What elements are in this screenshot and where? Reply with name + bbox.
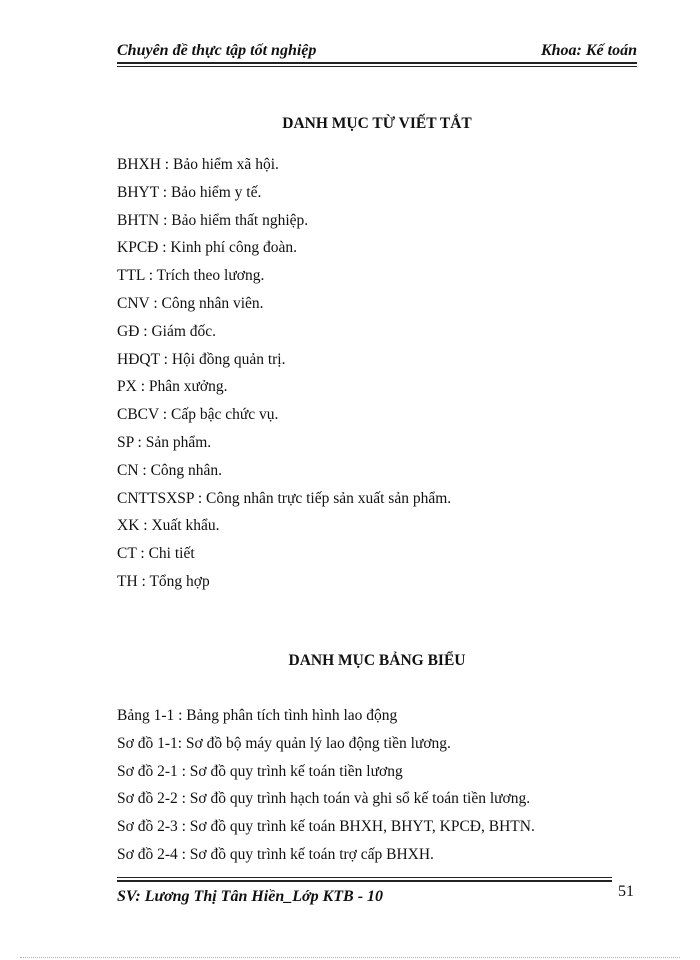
page-number: 51 xyxy=(618,883,634,900)
list-item: HĐQT : Hội đồng quản trị. xyxy=(117,350,286,368)
tables-list xyxy=(117,706,535,873)
list-item: BHXH : Bảo hiểm xã hội. xyxy=(117,156,279,173)
list-item: Sơ đồ 1-1: Sơ đồ bộ máy quản lý lao động tiền lương. xyxy=(117,734,451,752)
page-bottom-divider xyxy=(20,957,680,958)
header-rule-thin xyxy=(117,66,637,67)
page-header xyxy=(117,40,637,62)
list-item: BHTN : Bảo hiểm thất nghiệp. xyxy=(117,211,309,229)
list-item: Sơ đồ 2-1 : Sơ đồ quy trình kế toán tiền lương xyxy=(117,762,403,780)
list-item: CNTTSXSP : Công nhân trực tiếp sản xuất sản phẩm. xyxy=(117,489,452,507)
footer-student-info: SV: Lương Thị Tân Hiền_Lớp KTB - 10 xyxy=(117,888,384,905)
list-item: Bảng 1-1 : Bảng phân tích tình hình lao động xyxy=(117,707,398,724)
list-item: XK : Xuất khẩu. xyxy=(117,517,220,535)
list-item: TH : Tổng hợp xyxy=(117,572,210,590)
abbreviations-title: DANH MỤC TỪ VIẾT TẮT xyxy=(282,115,472,132)
list-item: GĐ : Giám đốc. xyxy=(117,322,217,340)
header-title: Chuyên đề thực tập tốt nghiệp xyxy=(117,42,317,59)
tables-list-title: DANH MỤC BẢNG BIỂU xyxy=(288,652,466,669)
list-item: BHYT : Bảo hiểm y tế. xyxy=(117,183,262,201)
list-item: CBCV : Cấp bậc chức vụ. xyxy=(117,406,279,424)
list-item: CN : Công nhân. xyxy=(117,461,223,479)
footer-rule-thick xyxy=(117,880,612,882)
list-item: SP : Sản phẩm. xyxy=(117,433,212,451)
list-item: KPCĐ : Kinh phí công đoàn. xyxy=(117,239,297,257)
list-item: Sơ đồ 2-3 : Sơ đồ quy trình kế toán BHXH, BHYT, KPCĐ, BHTN. xyxy=(117,818,535,836)
list-item: CT : Chi tiết xyxy=(117,545,195,563)
footer-rule-thin xyxy=(117,877,612,878)
list-item: TTL : Trích theo lương. xyxy=(117,267,265,285)
header-department: Khoa: Kế toán xyxy=(540,42,637,59)
header-rule-thick xyxy=(117,62,637,64)
list-item: Sơ đồ 2-2 : Sơ đồ quy trình hạch toán và ghi sổ kế toán tiền lương. xyxy=(117,790,531,808)
list-item: Sơ đồ 2-4 : Sơ đồ quy trình kế toán trợ cấp BHXH. xyxy=(117,845,434,863)
list-item: PX : Phân xưởng. xyxy=(117,378,228,396)
list-item: CNV : Công nhân viên. xyxy=(117,294,264,312)
abbreviations-list xyxy=(117,155,451,600)
